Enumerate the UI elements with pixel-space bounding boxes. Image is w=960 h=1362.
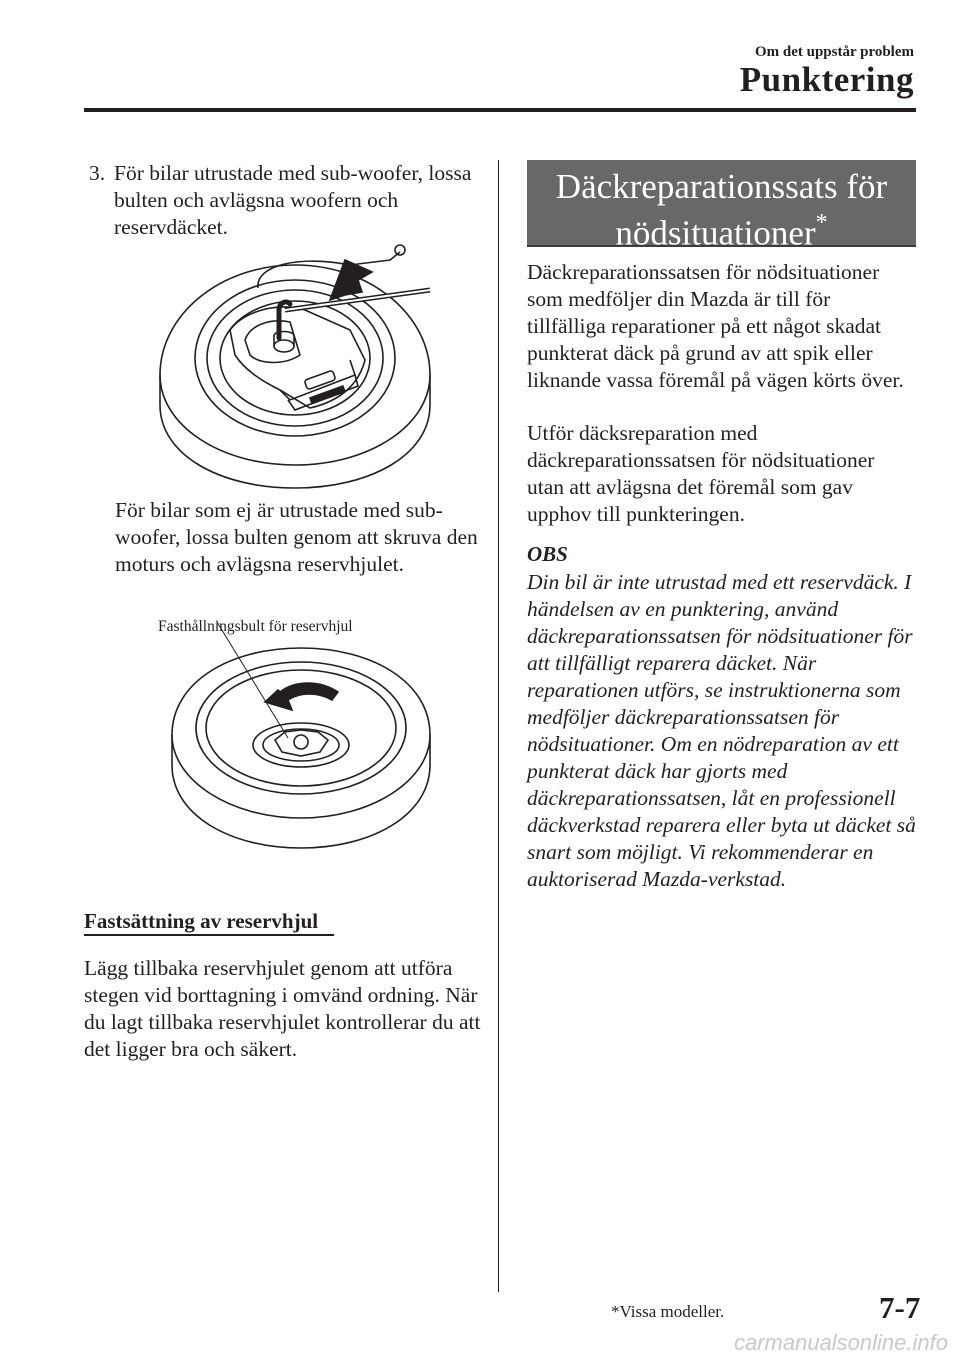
note-text: Din bil är inte utrustad med ett reservdäck. I händelsen av en punktering, använd däckreparationssatsen för nödsituationer för att tillfälligt reparera däcket. När reparationen utförs, se instruktionerna som medföljer däckreparationssatsen för nödsituationer. Om en nödreparation av ett punkterat däck har gjorts med däckreparationssatsen, låt en professionell däckverkstad reparera eller byta ut däcket så snart som möjligt. Vi rekommenderar en auktoriserad Mazda-verkstad. bbox=[527, 570, 916, 891]
intro-text: Däckreparationssatsen för nödsituationer som medföljer din Mazda är till för tillfälliga reparationer på ett något skadat punkterat däck på grund av att spik eller liknande vassa föremål på vägen körts över. bbox=[527, 260, 904, 392]
page-title: Punktering bbox=[739, 60, 914, 99]
subheading-reinstall: Fastsättning av reservhjul bbox=[84, 909, 319, 933]
section-title: Om det uppstår problem bbox=[754, 44, 914, 60]
subheading-underline bbox=[84, 934, 334, 936]
reinstall-text: Lägg tillbaka reservhjulet genom att utföra stegen vid borttagning i omvänd ordning. När du lagt tillbaka reservhjulet kontrollerar du att det ligger bra och säkert. bbox=[84, 956, 481, 1061]
step-text: För bilar utrustade med sub-woofer, lossa bulten och avlägsna woofern och reservdäcket. bbox=[114, 161, 472, 239]
watermark: carmanualsonline.info bbox=[733, 1330, 948, 1355]
step-3 bbox=[89, 160, 489, 241]
column-divider bbox=[498, 160, 499, 1292]
subwoofer-tire-illustration bbox=[150, 240, 440, 490]
banner-line-2 bbox=[527, 206, 916, 253]
callout-label: Fasthållningsbult för reservhjul bbox=[158, 618, 353, 635]
header-rule bbox=[84, 108, 916, 112]
banner-line-1: Däckreparationssats för bbox=[555, 167, 888, 206]
step-number: 3. bbox=[89, 161, 106, 185]
footer-note: *Vissa modeller. bbox=[611, 1302, 725, 1321]
banner-line-2-text: nödsituationer bbox=[615, 213, 816, 253]
spare-wheel-illustration bbox=[170, 640, 432, 850]
section-banner bbox=[527, 160, 916, 253]
step-text-no-subwoofer: För bilar som ej är utrustade med sub-woofer, lossa bulten genom att skruva den moturs och avlägsna reservhjulet. bbox=[115, 498, 478, 576]
intro-text-2: Utför däcksreparation med däckreparationssatsen för nödsituationer utan att avlägsna det föremål som gav upphov till punkteringen. bbox=[527, 421, 875, 526]
banner-asterisk: * bbox=[815, 210, 828, 236]
note-title: OBS bbox=[527, 542, 568, 566]
page-number: 7-7 bbox=[879, 1290, 921, 1325]
